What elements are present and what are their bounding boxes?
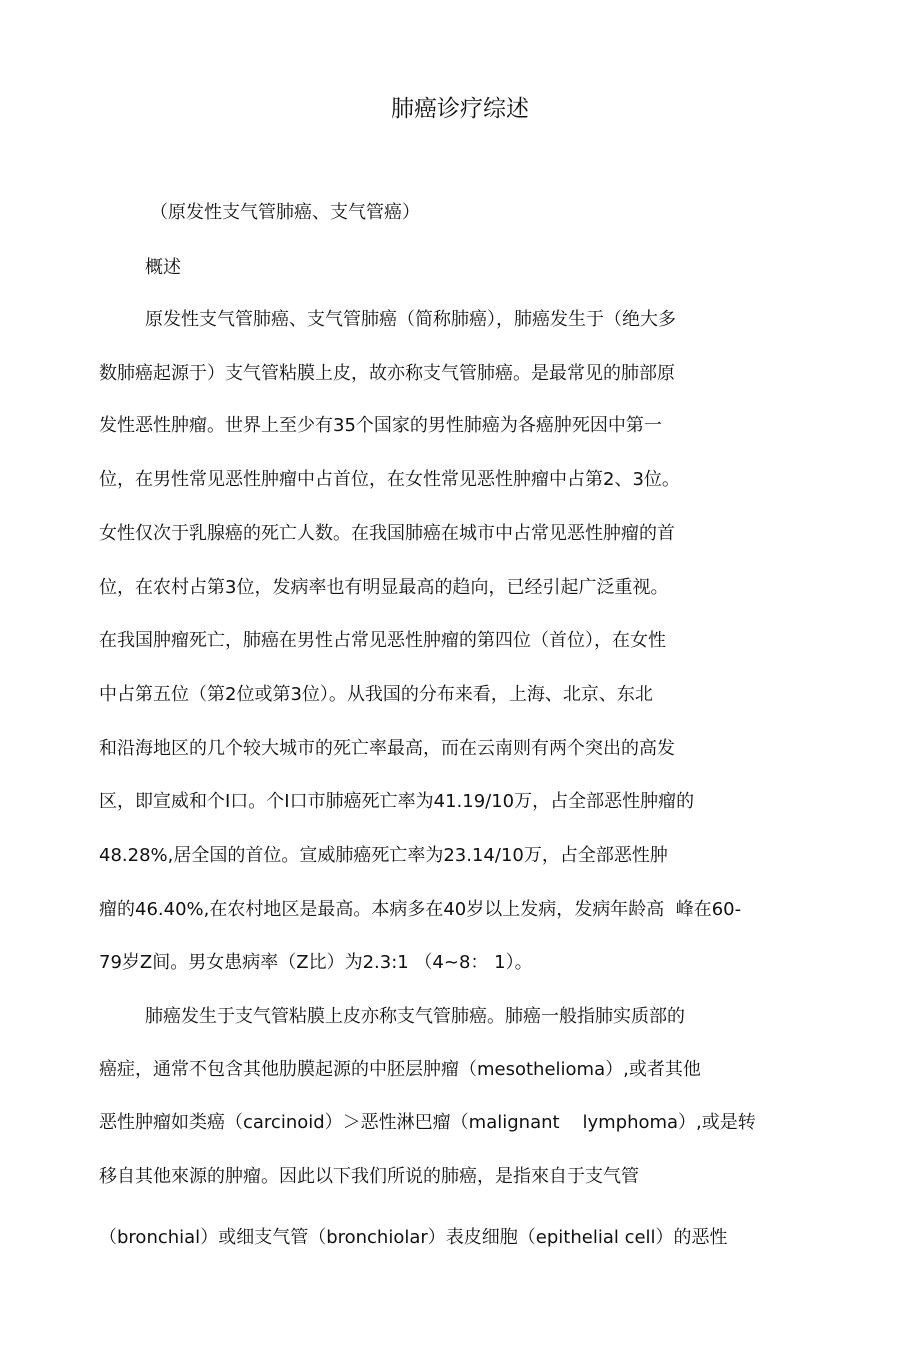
paragraph-line: 区，即宣威和个I口。个I口市肺癌死亡率为41.19/10万，占全部恶性肿瘤的: [99, 791, 695, 812]
paragraph-line: 位，在农村占第3位，发病率也有明显最高的趋向，已经引起广泛重视。: [99, 577, 669, 598]
paragraph-line: 移自其他來源的肿瘤。因此以下我们所说的肺癌，是指來自于支气管: [99, 1166, 639, 1187]
paragraph-line: （bronchial）或细支气管（bronchiolar）表皮细胞（epithelial cell）的恶性: [99, 1227, 728, 1248]
section-heading: 概述: [145, 257, 181, 278]
paragraph-line: 在我国肿瘤死亡，肺癌在男性占常见恶性肿瘤的第四位（首位），在女性: [99, 630, 666, 651]
paragraph-line: 原发性支气管肺癌、支气管肺癌（简称肺癌），肺癌发生于（绝大多: [145, 309, 676, 330]
paragraph-line: 瘤的46.40%,在农村地区是最高。本病多在40岁以上发病，发病年龄高 峰在60-: [99, 899, 742, 920]
paragraph-line: 恶性肿瘤如类癌（carcinoid）＞恶性淋巴瘤（malignant lymphoma）,或是转: [99, 1112, 756, 1133]
paragraph-line: 48.28%,居全国的首位。宣威肺癌死亡率为23.14/10万，占全部恶性肿: [99, 845, 668, 866]
paragraph-line: 癌症，通常不包含其他肋膜起源的中胚层肿瘤（mesothelioma）,或者其他: [99, 1059, 701, 1080]
paragraph-line: 女性仅次于乳腺癌的死亡人数。在我国肺癌在城市中占常见恶性肿瘤的首: [99, 523, 675, 544]
page-title: 肺癌诊疗综述: [391, 96, 529, 122]
paragraph-line: 数肺癌起源于）支气管粘膜上皮，故亦称支气管肺癌。是最常见的肺部原: [99, 363, 675, 384]
document-subtitle: （原发性支气管肺癌、支气管癌）: [150, 202, 420, 223]
paragraph-line: 发性恶性肿瘤。世界上至少有35个国家的男性肺癌为各癌肿死因中第一: [99, 415, 662, 436]
paragraph-line: 肺癌发生于支气管粘膜上皮亦称支气管肺癌。肺癌一般指肺实质部的: [145, 1006, 685, 1027]
paragraph-line: 中占第五位（第2位或第3位）。从我国的分布来看，上海、北京、东北: [99, 684, 653, 705]
paragraph-line: 79岁Z间。男女患病率（Z比）为2.3:1 （4~8： 1）。: [99, 952, 533, 973]
paragraph-line: 和沿海地区的几个较大城市的死亡率最高，而在云南则有两个突出的高发: [99, 738, 675, 759]
paragraph-line: 位，在男性常见恶性肿瘤中占首位，在女性常见恶性肿瘤中占第2、3位。: [99, 469, 680, 490]
